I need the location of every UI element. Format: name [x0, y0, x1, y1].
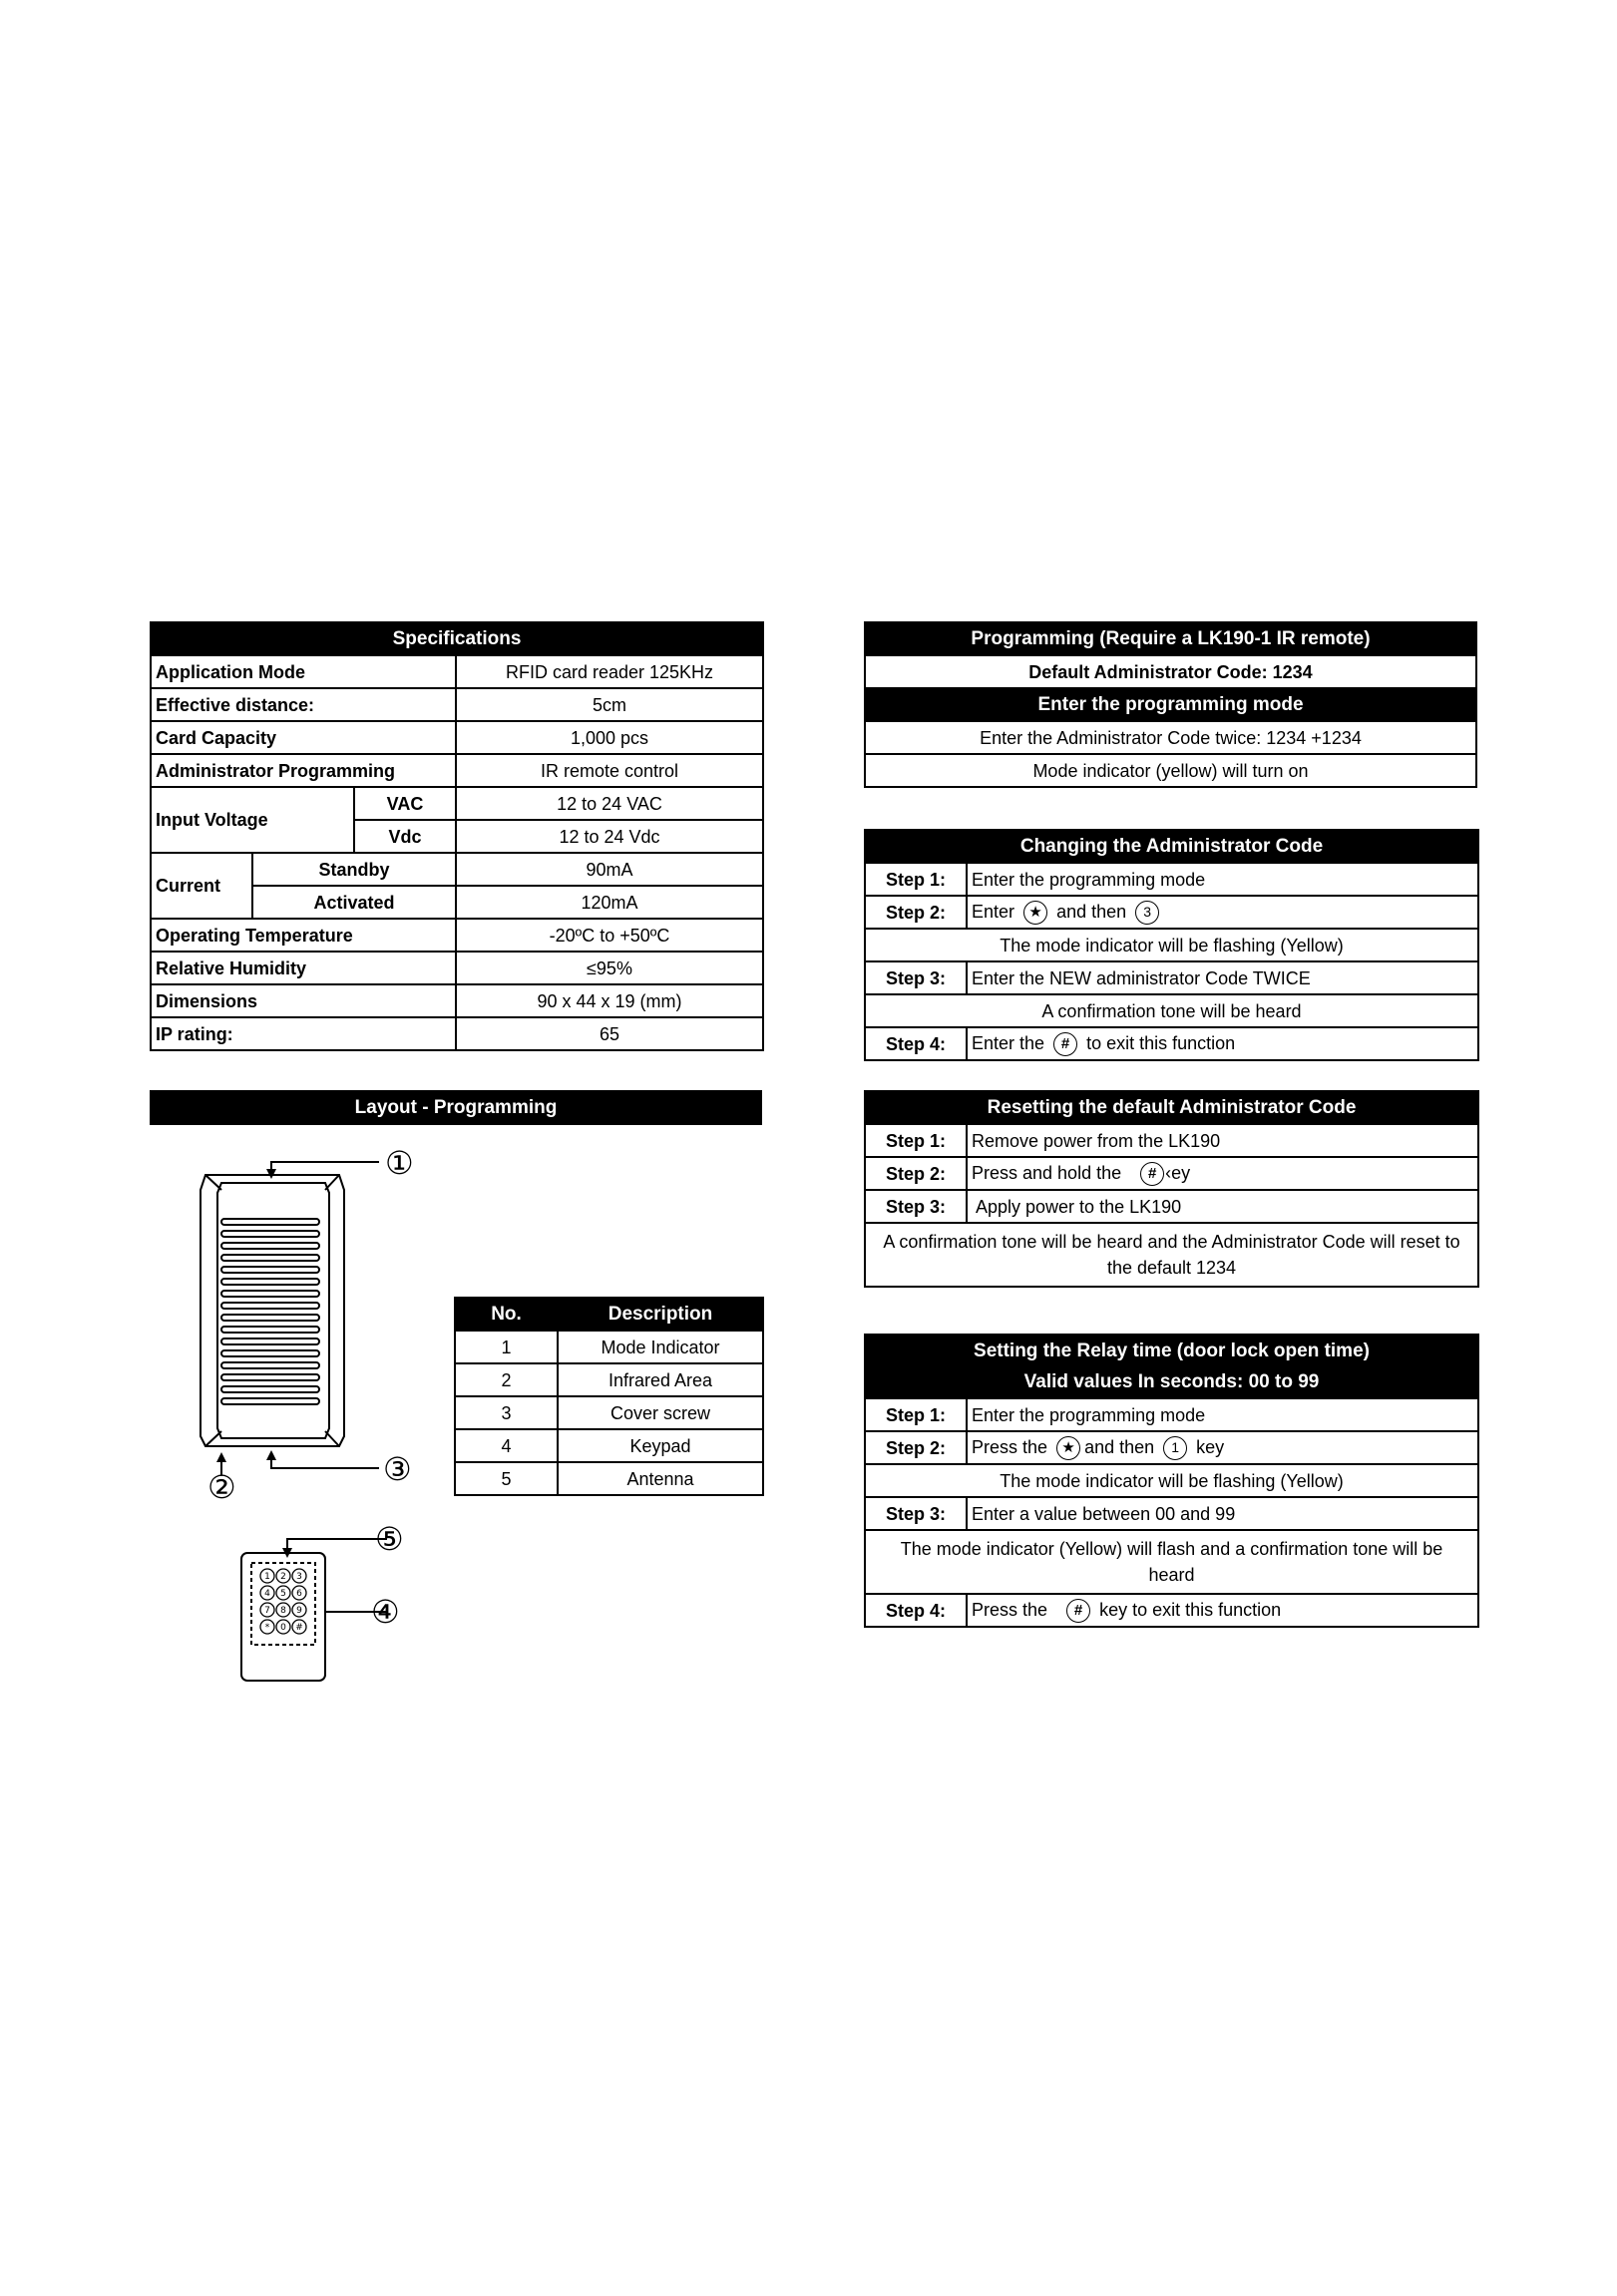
programming-line: Mode indicator (yellow) will turn on — [865, 754, 1476, 787]
spec-value: -20ºC to +50ºC — [456, 919, 763, 952]
infrared-slots — [221, 1219, 319, 1404]
current-label: Current — [151, 853, 252, 919]
default-code: Default Administrator Code: 1234 — [865, 655, 1476, 688]
step-text: Enter a value between 00 and 99 — [967, 1497, 1478, 1530]
spec-label: Card Capacity — [151, 721, 456, 754]
item-description: Antenna — [558, 1462, 763, 1495]
spec-label: Relative Humidity — [151, 952, 456, 984]
hash-key-icon: # — [1140, 1162, 1164, 1186]
enter-mode-title: Enter the programming mode — [865, 688, 1476, 721]
standby-value: 90mA — [456, 853, 763, 886]
step-text-part: key to exit this function — [1099, 1599, 1282, 1620]
reset-code-title: Resetting the default Administrator Code — [865, 1091, 1478, 1124]
step-label: Step 4: — [865, 1594, 967, 1627]
change-code-title: Changing the Administrator Code — [865, 830, 1478, 863]
remote-key: 8 — [280, 1606, 286, 1616]
item-description: Keypad — [558, 1429, 763, 1462]
item-no: 3 — [455, 1396, 558, 1429]
digit-key-icon: 3 — [1135, 901, 1159, 925]
step-text-part: to exit this function — [1086, 1032, 1236, 1053]
description-header: Description — [558, 1298, 763, 1331]
step-label: Step 2: — [865, 1157, 967, 1190]
item-no: 1 — [455, 1331, 558, 1363]
step-text-part: and then — [1056, 901, 1127, 922]
item-no: 2 — [455, 1363, 558, 1396]
programming-title: Programming (Require a LK190-1 IR remote) — [865, 622, 1476, 655]
step-text — [967, 1431, 1478, 1464]
step-text: Enter the programming mode — [967, 863, 1478, 896]
step-text-part: Press and hold the — [972, 1162, 1122, 1183]
step-text-part: Enter the — [972, 1032, 1045, 1053]
vac-value: 12 to 24 VAC — [456, 787, 763, 820]
relay-subtitle: Valid values In seconds: 00 to 99 — [865, 1366, 1478, 1398]
note: A confirmation tone will be heard — [865, 994, 1478, 1027]
callout-2: ② — [207, 1468, 236, 1506]
spec-value: 90 x 44 x 19 (mm) — [456, 984, 763, 1017]
step-label: Step 2: — [865, 896, 967, 929]
vdc-label: Vdc — [354, 820, 456, 853]
hash-key-icon: # — [1053, 1032, 1077, 1056]
layout-items-table — [454, 1297, 764, 1496]
spec-label: IP rating: — [151, 1017, 456, 1050]
step-text: Enter the NEW administrator Code TWICE — [967, 961, 1478, 994]
standby-label: Standby — [252, 853, 456, 886]
remote-key: 0 — [280, 1623, 286, 1633]
step-text — [967, 896, 1478, 929]
reset-code-table — [864, 1090, 1479, 1288]
remote-keypad — [260, 1569, 306, 1634]
vdc-value: 12 to 24 Vdc — [456, 820, 763, 853]
input-voltage-label: Input Voltage — [151, 787, 354, 853]
item-description: Mode Indicator — [558, 1331, 763, 1363]
step-label: Step 2: — [865, 1431, 967, 1464]
no-header: No. — [455, 1298, 558, 1331]
remote-key: 7 — [264, 1606, 270, 1616]
remote-key: 6 — [296, 1589, 302, 1599]
arrow-heads — [216, 1169, 276, 1462]
step-text-part: and then — [1084, 1436, 1155, 1457]
specifications-title: Specifications — [151, 622, 763, 655]
step-text — [967, 1027, 1478, 1060]
spec-value: 65 — [456, 1017, 763, 1050]
step-text: Enter the programming mode — [967, 1398, 1478, 1431]
step-text — [967, 1594, 1478, 1627]
remote-key: 4 — [264, 1589, 270, 1599]
programming-line: Enter the Administrator Code twice: 1234 +1234 — [865, 721, 1476, 754]
spec-value: ≤95% — [456, 952, 763, 984]
remote-key: 9 — [296, 1606, 302, 1616]
item-description: Infrared Area — [558, 1363, 763, 1396]
reader-device — [201, 1162, 379, 1476]
note: The mode indicator will be flashing (Yellow) — [865, 1464, 1478, 1497]
step-text-part: Enter — [972, 901, 1015, 922]
spec-value: 5cm — [456, 688, 763, 721]
callout-1: ① — [385, 1144, 414, 1182]
step-text: Apply power to the LK190 — [967, 1190, 1478, 1223]
step-label: Step 3: — [865, 961, 967, 994]
change-code-table — [864, 829, 1479, 1061]
step-label: Step 3: — [865, 1497, 967, 1530]
spec-value: IR remote control — [456, 754, 763, 787]
spec-label: Effective distance: — [151, 688, 456, 721]
item-no: 4 — [455, 1429, 558, 1462]
step-text-part: ‹ey — [1165, 1162, 1191, 1183]
note: The mode indicator (Yellow) will flash and a confirmation tone will be heard — [865, 1530, 1478, 1594]
remote-key: 5 — [280, 1589, 286, 1599]
remote-key: # — [295, 1623, 303, 1633]
relay-title: Setting the Relay time (door lock open time) — [865, 1335, 1478, 1366]
remote-key: 3 — [296, 1572, 302, 1582]
activated-label: Activated — [252, 886, 456, 919]
digit-key-icon: 1 — [1163, 1436, 1187, 1460]
step-label: Step 1: — [865, 1398, 967, 1431]
hash-key-icon: # — [1066, 1599, 1090, 1623]
step-text-part: key — [1196, 1436, 1225, 1457]
step-label: Step 1: — [865, 1124, 967, 1157]
relay-table — [864, 1334, 1479, 1628]
callout-5: ⑤ — [375, 1520, 404, 1558]
layout-title: Layout - Programming — [151, 1091, 761, 1124]
spec-label: Administrator Programming — [151, 754, 456, 787]
spec-value: 1,000 pcs — [456, 721, 763, 754]
item-description: Cover screw — [558, 1396, 763, 1429]
programming-table — [864, 621, 1477, 788]
callout-4: ④ — [371, 1593, 400, 1631]
note: A confirmation tone will be heard and the Administrator Code will reset to the default 1234 — [865, 1223, 1478, 1287]
star-key-icon: ★ — [1056, 1436, 1080, 1460]
note: The mode indicator will be flashing (Yellow) — [865, 929, 1478, 961]
spec-value: RFID card reader 125KHz — [456, 655, 763, 688]
remote-key: 2 — [280, 1572, 286, 1582]
step-label: Step 1: — [865, 863, 967, 896]
step-text-part: Press the — [972, 1599, 1048, 1620]
item-no: 5 — [455, 1462, 558, 1495]
ir-remote — [241, 1539, 387, 1681]
spec-label: Dimensions — [151, 984, 456, 1017]
step-label: Step 3: — [865, 1190, 967, 1223]
step-text: Remove power from the LK190 — [967, 1124, 1478, 1157]
spec-label: Operating Temperature — [151, 919, 456, 952]
spec-label: Application Mode — [151, 655, 456, 688]
vac-label: VAC — [354, 787, 456, 820]
remote-key: * — [264, 1623, 270, 1633]
callout-3: ③ — [383, 1450, 412, 1488]
layout-header — [150, 1090, 762, 1125]
step-text — [967, 1157, 1478, 1190]
star-key-icon: ★ — [1023, 901, 1047, 925]
remote-key: 1 — [264, 1572, 270, 1582]
step-text-part: Press the — [972, 1436, 1048, 1457]
activated-value: 120mA — [456, 886, 763, 919]
step-label: Step 4: — [865, 1027, 967, 1060]
specifications-table — [150, 621, 764, 1051]
